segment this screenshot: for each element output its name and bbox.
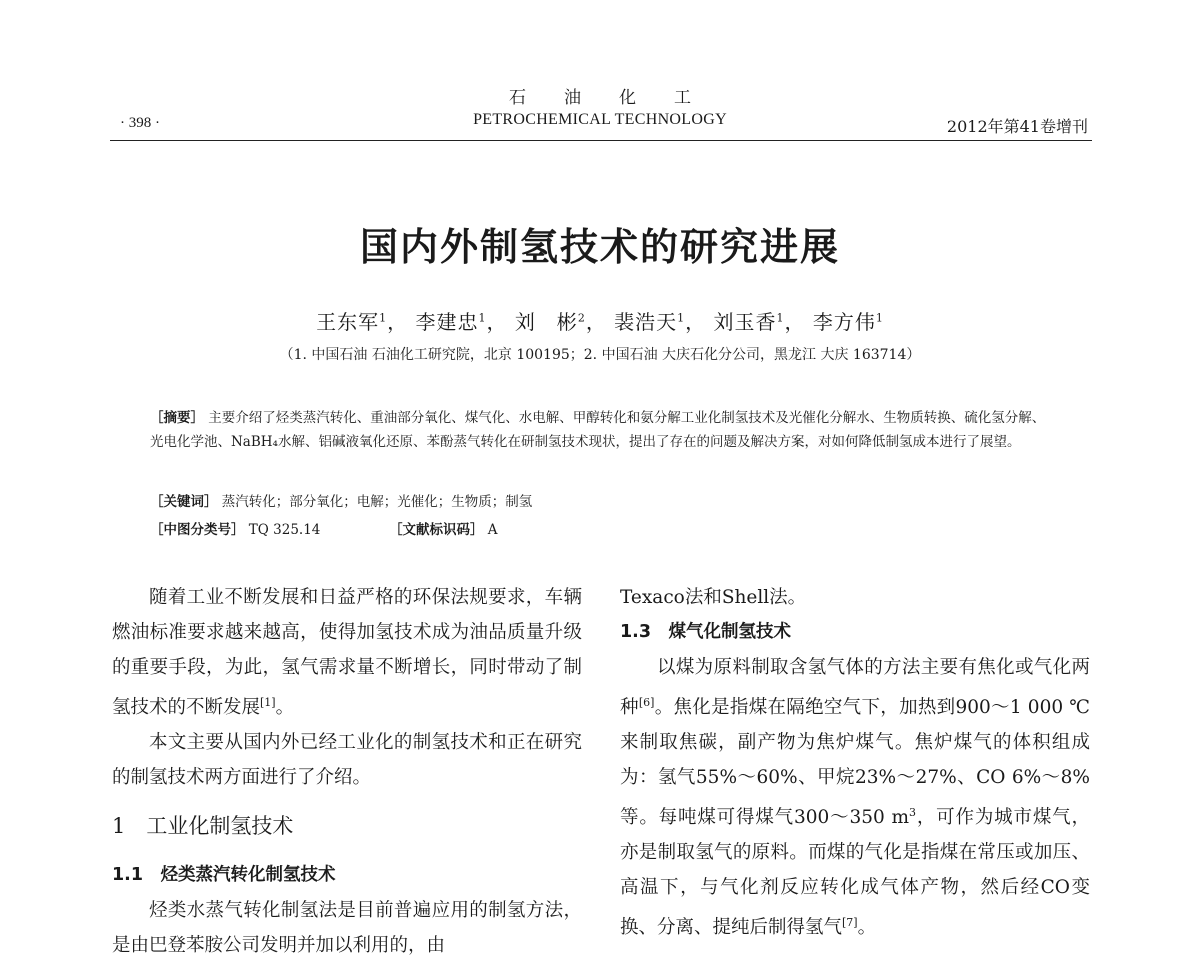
affiliations: （1. 中国石油 石油化工研究院，北京 100195；2. 中国石油 大庆石化分公司，黑龙江 大庆 163714） xyxy=(279,347,921,363)
author-list: 王东军$^1$， 李建忠$^1$， 刘 彬$^2$， 裴浩天$^1$， 刘玉香$^1$， 李方伟$^1$ xyxy=(316,310,884,334)
para-text: 以煤为原料制取含氢气体的方法主要有焦化或气化两种 xyxy=(620,657,1090,719)
section-heading-1-3: 1.3 煤气化制氢技术 xyxy=(620,622,792,642)
author: 王东军 xyxy=(316,310,380,334)
citation: [6] xyxy=(638,696,655,709)
author: 刘 彬 xyxy=(514,310,578,334)
intro-end: 。 xyxy=(275,697,295,719)
page-number: · 398 · xyxy=(120,115,160,131)
keywords xyxy=(150,490,1050,514)
author: 刘玉香 xyxy=(713,310,777,334)
author-affiliation-mark: 1 xyxy=(677,311,686,325)
citation: [7] xyxy=(842,916,858,930)
right-column xyxy=(620,580,1090,945)
continued-line: Texaco法和Shell法。 xyxy=(620,587,807,608)
author-affiliation-mark: 1 xyxy=(379,311,388,325)
section-1-1-paragraph: 烃类水蒸气转化制氢法是目前普遍应用的制氢方法，是由巴登苯胺公司发明并加以利用的，由 xyxy=(112,900,582,957)
doc-code-value: A xyxy=(487,522,498,538)
abstract xyxy=(150,406,1050,454)
keywords-text: 蒸汽转化；部分氧化；电解；光催化；生物质；制氢 xyxy=(221,494,533,510)
class-value: TQ 325.14 xyxy=(248,522,321,538)
author-affiliation-mark: 2 xyxy=(577,311,586,325)
intro-paragraph-2: 本文主要从国内外已经工业化的制氢技术和正在研究的制氢技术两方面进行了介绍。 xyxy=(112,732,582,789)
para-end: 。 xyxy=(857,917,877,939)
author-affiliation-mark: 1 xyxy=(478,311,487,325)
class-label: ［中图分类号］ xyxy=(150,522,245,538)
exponent: 3 xyxy=(909,806,917,820)
para-text: ，可作为城市煤气，亦是制取氢气的原料。而煤的气化是指煤在常压或加压、高温下，与气化剂反应转化成气体产物，然后经CO变换、分离、提纯后制得氢气 xyxy=(620,807,1090,939)
journal-name-cn: 石油化工 xyxy=(509,88,729,108)
author: 李方伟 xyxy=(812,310,876,334)
section-heading-1-1: 1.1 烃类蒸汽转化制氢技术 xyxy=(112,865,336,886)
author-affiliation-mark: 1 xyxy=(776,311,785,325)
doc-code-label: ［文献标识码］ xyxy=(389,522,484,538)
abstract-label: ［摘要］ xyxy=(150,410,204,426)
article-title: 国内外制氢技术的研究进展 xyxy=(359,225,840,269)
abstract-text: 主要介绍了烃类蒸汽转化、重油部分氧化、煤气化、水电解、甲醇转化和氨分解工业化制氢技术及光催化分解水、生物质转换、硫化氢分解、光电化学池、NaBH₄水解、铝碱液氧化还原、苯酚蒸气转化在研制氢技术现状，提出了存在的问题及解决方案，对如何降低制氢成本进行了展望。 xyxy=(150,410,1046,450)
section-1-3-paragraph xyxy=(620,650,1090,945)
classification xyxy=(150,518,1050,542)
intro-text: 随着工业不断发展和日益严格的环保法规要求，车辆燃油标准要求越来越高，使得加氢技术成为油品质量升级的重要手段，为此，氢气需求量不断增长，同时带动了制氢技术的不断发展 xyxy=(112,587,582,719)
keywords-label: ［关键词］ xyxy=(150,494,218,510)
left-column xyxy=(112,580,582,963)
journal-name-en: PETROCHEMICAL TECHNOLOGY xyxy=(473,111,727,128)
intro-paragraph xyxy=(112,580,582,725)
para-text: 。焦化是指煤在隔绝空气下，加热到900～1 000 ℃来制取焦碳，副产物为焦炉煤气。焦炉煤气的体积组成为：氢气55%～60%、甲烷23%～27%、CO 6%～8%等。每吨煤可得煤气300～350 m xyxy=(620,697,1090,829)
author: 裴浩天 xyxy=(614,310,678,334)
section-heading-1: 1 工业化制氢技术 xyxy=(112,814,294,839)
author-affiliation-mark: 1 xyxy=(875,311,884,325)
header-rule xyxy=(110,140,1092,141)
issue-info: 2012年第41卷增刊 xyxy=(946,117,1088,136)
citation: [1] xyxy=(260,696,276,709)
author: 李建忠 xyxy=(415,310,479,334)
